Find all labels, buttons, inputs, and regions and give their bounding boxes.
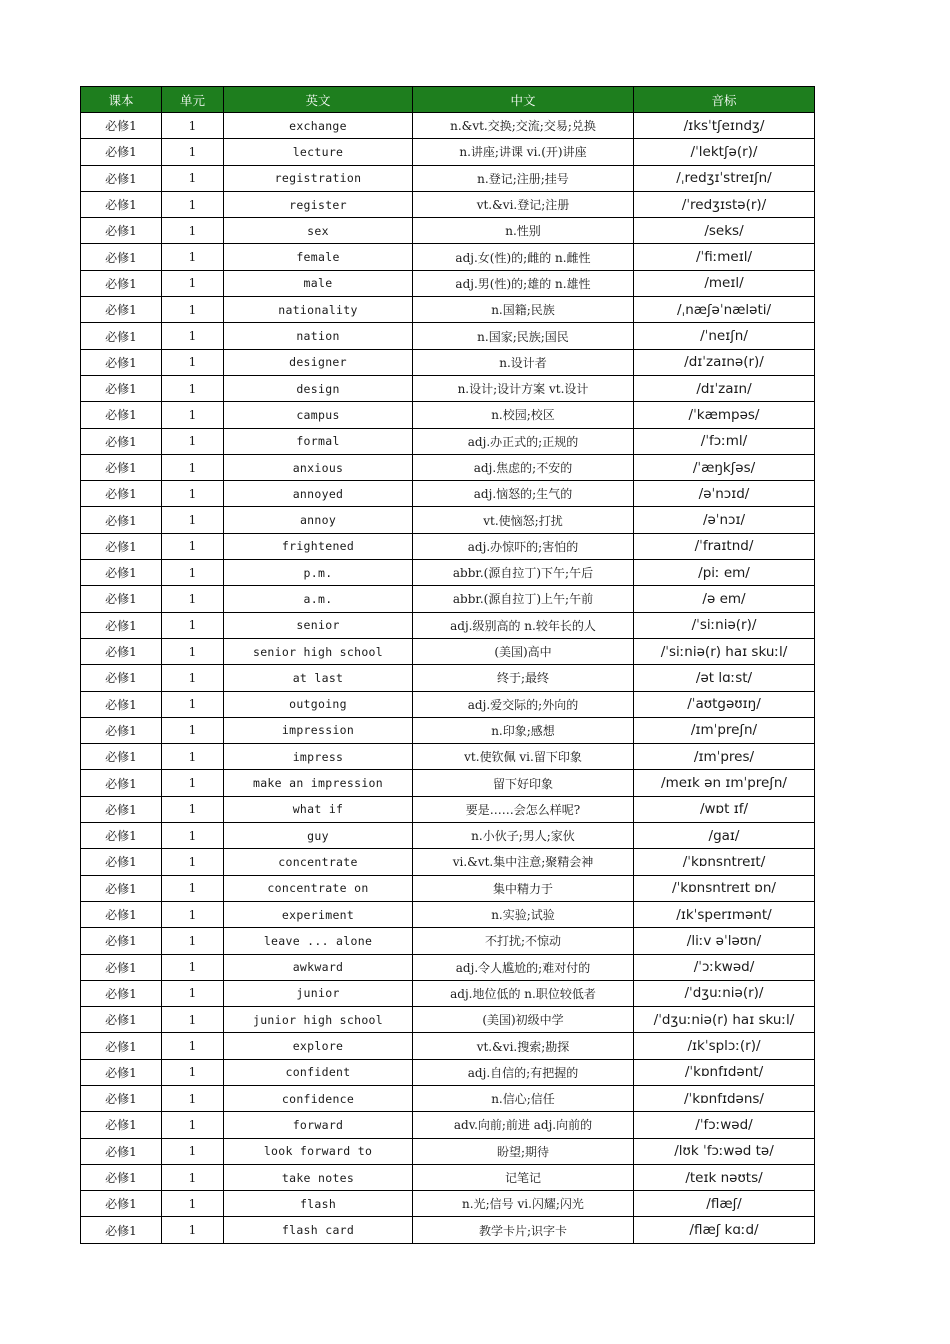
- table-row: [81, 402, 815, 428]
- phonetic-cell: /ɪksˈtʃeɪndʒ/: [634, 113, 815, 139]
- column-header-unit: 单元: [162, 87, 224, 113]
- english-cell: campus: [224, 402, 413, 428]
- english-cell: nationality: [224, 297, 413, 323]
- english-cell: frightened: [224, 533, 413, 559]
- unit-cell: 1: [162, 191, 224, 217]
- phonetic-cell: /ˈlektʃə(r)/: [634, 139, 815, 165]
- textbook-cell: 必修1: [81, 1007, 162, 1033]
- textbook-cell: 必修1: [81, 823, 162, 849]
- table-row: [81, 928, 815, 954]
- english-cell: design: [224, 375, 413, 401]
- chinese-cell: n.登记;注册;挂号: [413, 165, 634, 191]
- phonetic-cell: /piː em/: [634, 560, 815, 586]
- textbook-cell: 必修1: [81, 928, 162, 954]
- phonetic-cell: /lʊk ˈfɔːwəd tə/: [634, 1138, 815, 1164]
- table-row: [81, 1059, 815, 1085]
- phonetic-cell: /ˈdʒuːniə(r)/: [634, 980, 815, 1006]
- english-cell: experiment: [224, 901, 413, 927]
- chinese-cell: 教学卡片;识字卡: [413, 1217, 634, 1243]
- phonetic-cell: /ˈaʊtgəʊɪŋ/: [634, 691, 815, 717]
- phonetic-cell: /ˈdʒuːniə(r) haɪ skuːl/: [634, 1007, 815, 1033]
- table-body: [81, 113, 815, 1244]
- unit-cell: 1: [162, 560, 224, 586]
- chinese-cell: adj.女(性)的;雌的 n.雌性: [413, 244, 634, 270]
- unit-cell: 1: [162, 1085, 224, 1111]
- phonetic-cell: /ˈfraɪtnd/: [634, 533, 815, 559]
- textbook-cell: 必修1: [81, 665, 162, 691]
- phonetic-cell: /dɪˈzaɪn/: [634, 375, 815, 401]
- table-row: [81, 849, 815, 875]
- chinese-cell: 终于;最终: [413, 665, 634, 691]
- english-cell: designer: [224, 349, 413, 375]
- table-row: [81, 717, 815, 743]
- chinese-cell: vi.&vt.集中注意;聚精会神: [413, 849, 634, 875]
- unit-cell: 1: [162, 901, 224, 927]
- english-cell: flash card: [224, 1217, 413, 1243]
- table-row: [81, 796, 815, 822]
- unit-cell: 1: [162, 1164, 224, 1190]
- english-cell: impress: [224, 744, 413, 770]
- unit-cell: 1: [162, 533, 224, 559]
- table-row: [81, 428, 815, 454]
- textbook-cell: 必修1: [81, 375, 162, 401]
- table-row: [81, 1191, 815, 1217]
- textbook-cell: 必修1: [81, 849, 162, 875]
- english-cell: look forward to: [224, 1138, 413, 1164]
- phonetic-cell: /ˈɔːkwəd/: [634, 954, 815, 980]
- english-cell: exchange: [224, 113, 413, 139]
- textbook-cell: 必修1: [81, 638, 162, 664]
- unit-cell: 1: [162, 1007, 224, 1033]
- chinese-cell: abbr.(源自拉丁)上午;午前: [413, 586, 634, 612]
- table-row: [81, 1007, 815, 1033]
- table-row: [81, 244, 815, 270]
- chinese-cell: adj.令人尴尬的;难对付的: [413, 954, 634, 980]
- vocabulary-sheet: [80, 86, 815, 1244]
- english-cell: make an impression: [224, 770, 413, 796]
- phonetic-cell: /ˈneɪʃn/: [634, 323, 815, 349]
- chinese-cell: 记笔记: [413, 1164, 634, 1190]
- table-row: [81, 270, 815, 296]
- chinese-cell: n.校园;校区: [413, 402, 634, 428]
- textbook-cell: 必修1: [81, 954, 162, 980]
- english-cell: what if: [224, 796, 413, 822]
- chinese-cell: n.&vt.交换;交流;交易;兑换: [413, 113, 634, 139]
- phonetic-cell: /ˈsiːniə(r) haɪ skuːl/: [634, 638, 815, 664]
- textbook-cell: 必修1: [81, 717, 162, 743]
- table-row: [81, 481, 815, 507]
- unit-cell: 1: [162, 954, 224, 980]
- textbook-cell: 必修1: [81, 1085, 162, 1111]
- chinese-cell: adj.办惊吓的;害怕的: [413, 533, 634, 559]
- unit-cell: 1: [162, 928, 224, 954]
- english-cell: concentrate: [224, 849, 413, 875]
- english-cell: p.m.: [224, 560, 413, 586]
- phonetic-cell: /gaɪ/: [634, 823, 815, 849]
- chinese-cell: n.光;信号 vi.闪耀;闪光: [413, 1191, 634, 1217]
- textbook-cell: 必修1: [81, 1164, 162, 1190]
- unit-cell: 1: [162, 1112, 224, 1138]
- chinese-cell: vt.使钦佩 vi.留下印象: [413, 744, 634, 770]
- textbook-cell: 必修1: [81, 270, 162, 296]
- chinese-cell: adv.向前;前进 adj.向前的: [413, 1112, 634, 1138]
- phonetic-cell: /wɒt ɪf/: [634, 796, 815, 822]
- unit-cell: 1: [162, 244, 224, 270]
- unit-cell: 1: [162, 139, 224, 165]
- english-cell: anxious: [224, 454, 413, 480]
- table-row: [81, 560, 815, 586]
- english-cell: flash: [224, 1191, 413, 1217]
- textbook-cell: 必修1: [81, 297, 162, 323]
- unit-cell: 1: [162, 980, 224, 1006]
- english-cell: register: [224, 191, 413, 217]
- english-cell: explore: [224, 1033, 413, 1059]
- table-row: [81, 323, 815, 349]
- phonetic-cell: /ɪkˈsperɪmənt/: [634, 901, 815, 927]
- textbook-cell: 必修1: [81, 796, 162, 822]
- english-cell: confident: [224, 1059, 413, 1085]
- table-row: [81, 980, 815, 1006]
- table-row: [81, 823, 815, 849]
- unit-cell: 1: [162, 691, 224, 717]
- textbook-cell: 必修1: [81, 612, 162, 638]
- unit-cell: 1: [162, 481, 224, 507]
- chinese-cell: n.实验;试验: [413, 901, 634, 927]
- phonetic-cell: /ˈkɒnsntreɪt/: [634, 849, 815, 875]
- textbook-cell: 必修1: [81, 770, 162, 796]
- chinese-cell: (美国)初级中学: [413, 1007, 634, 1033]
- unit-cell: 1: [162, 796, 224, 822]
- textbook-cell: 必修1: [81, 349, 162, 375]
- chinese-cell: adj.恼怒的;生气的: [413, 481, 634, 507]
- english-cell: concentrate on: [224, 875, 413, 901]
- unit-cell: 1: [162, 823, 224, 849]
- column-header-english: 英文: [224, 87, 413, 113]
- table-row: [81, 507, 815, 533]
- english-cell: a.m.: [224, 586, 413, 612]
- table-row: [81, 612, 815, 638]
- english-cell: take notes: [224, 1164, 413, 1190]
- table-row: [81, 297, 815, 323]
- unit-cell: 1: [162, 1217, 224, 1243]
- english-cell: male: [224, 270, 413, 296]
- unit-cell: 1: [162, 270, 224, 296]
- chinese-cell: 不打扰;不惊动: [413, 928, 634, 954]
- unit-cell: 1: [162, 744, 224, 770]
- chinese-cell: n.小伙子;男人;家伙: [413, 823, 634, 849]
- unit-cell: 1: [162, 428, 224, 454]
- english-cell: nation: [224, 323, 413, 349]
- textbook-cell: 必修1: [81, 1138, 162, 1164]
- chinese-cell: adj.级别高的 n.较年长的人: [413, 612, 634, 638]
- phonetic-cell: /ə em/: [634, 586, 815, 612]
- unit-cell: 1: [162, 323, 224, 349]
- unit-cell: 1: [162, 165, 224, 191]
- chinese-cell: n.讲座;讲课 vi.(开)讲座: [413, 139, 634, 165]
- textbook-cell: 必修1: [81, 1112, 162, 1138]
- english-cell: junior high school: [224, 1007, 413, 1033]
- phonetic-cell: /dɪˈzaɪnə(r)/: [634, 349, 815, 375]
- phonetic-cell: /əˈnɔɪ/: [634, 507, 815, 533]
- table-row: [81, 1033, 815, 1059]
- phonetic-cell: /ɪmˈpreʃn/: [634, 717, 815, 743]
- table-row: [81, 638, 815, 664]
- unit-cell: 1: [162, 349, 224, 375]
- table-row: [81, 875, 815, 901]
- unit-cell: 1: [162, 507, 224, 533]
- column-header-textbook: 课本: [81, 87, 162, 113]
- textbook-cell: 必修1: [81, 454, 162, 480]
- phonetic-cell: /meɪl/: [634, 270, 815, 296]
- english-cell: sex: [224, 218, 413, 244]
- chinese-cell: n.国籍;民族: [413, 297, 634, 323]
- english-cell: formal: [224, 428, 413, 454]
- chinese-cell: n.设计者: [413, 349, 634, 375]
- chinese-cell: vt.&vi.搜索;勘探: [413, 1033, 634, 1059]
- textbook-cell: 必修1: [81, 1217, 162, 1243]
- textbook-cell: 必修1: [81, 481, 162, 507]
- unit-cell: 1: [162, 1059, 224, 1085]
- unit-cell: 1: [162, 612, 224, 638]
- unit-cell: 1: [162, 297, 224, 323]
- chinese-cell: n.信心;信任: [413, 1085, 634, 1111]
- phonetic-cell: /meɪk ən ɪmˈpreʃn/: [634, 770, 815, 796]
- phonetic-cell: /ˌnæʃəˈnæləti/: [634, 297, 815, 323]
- phonetic-cell: /teɪk nəʊts/: [634, 1164, 815, 1190]
- chinese-cell: adj.爱交际的;外向的: [413, 691, 634, 717]
- phonetic-cell: /ˈkɒnfɪdənt/: [634, 1059, 815, 1085]
- textbook-cell: 必修1: [81, 244, 162, 270]
- chinese-cell: 集中精力于: [413, 875, 634, 901]
- table-row: [81, 1138, 815, 1164]
- english-cell: guy: [224, 823, 413, 849]
- phonetic-cell: /flæʃ/: [634, 1191, 815, 1217]
- english-cell: at last: [224, 665, 413, 691]
- chinese-cell: n.国家;民族;国民: [413, 323, 634, 349]
- textbook-cell: 必修1: [81, 691, 162, 717]
- table-row: [81, 454, 815, 480]
- phonetic-cell: /liːv əˈləʊn/: [634, 928, 815, 954]
- english-cell: outgoing: [224, 691, 413, 717]
- chinese-cell: (美国)高中: [413, 638, 634, 664]
- textbook-cell: 必修1: [81, 586, 162, 612]
- unit-cell: 1: [162, 849, 224, 875]
- unit-cell: 1: [162, 717, 224, 743]
- table-row: [81, 770, 815, 796]
- textbook-cell: 必修1: [81, 139, 162, 165]
- english-cell: lecture: [224, 139, 413, 165]
- textbook-cell: 必修1: [81, 901, 162, 927]
- chinese-cell: n.印象;感想: [413, 717, 634, 743]
- chinese-cell: adj.地位低的 n.职位较低者: [413, 980, 634, 1006]
- table-row: [81, 954, 815, 980]
- phonetic-cell: /ɪmˈpres/: [634, 744, 815, 770]
- chinese-cell: n.性别: [413, 218, 634, 244]
- unit-cell: 1: [162, 1191, 224, 1217]
- chinese-cell: n.设计;设计方案 vt.设计: [413, 375, 634, 401]
- header-row: [81, 87, 815, 113]
- table-row: [81, 665, 815, 691]
- table-row: [81, 165, 815, 191]
- textbook-cell: 必修1: [81, 402, 162, 428]
- textbook-cell: 必修1: [81, 980, 162, 1006]
- textbook-cell: 必修1: [81, 533, 162, 559]
- english-cell: junior: [224, 980, 413, 1006]
- english-cell: senior: [224, 612, 413, 638]
- english-cell: impression: [224, 717, 413, 743]
- unit-cell: 1: [162, 665, 224, 691]
- table-row: [81, 191, 815, 217]
- textbook-cell: 必修1: [81, 165, 162, 191]
- english-cell: senior high school: [224, 638, 413, 664]
- textbook-cell: 必修1: [81, 428, 162, 454]
- unit-cell: 1: [162, 638, 224, 664]
- table-row: [81, 1112, 815, 1138]
- chinese-cell: 要是……会怎么样呢?: [413, 796, 634, 822]
- textbook-cell: 必修1: [81, 744, 162, 770]
- unit-cell: 1: [162, 454, 224, 480]
- chinese-cell: adj.焦虑的;不安的: [413, 454, 634, 480]
- chinese-cell: vt.使恼怒;打扰: [413, 507, 634, 533]
- chinese-cell: 留下好印象: [413, 770, 634, 796]
- phonetic-cell: /ˈkɒnfɪdəns/: [634, 1085, 815, 1111]
- chinese-cell: vt.&vi.登记;注册: [413, 191, 634, 217]
- english-cell: registration: [224, 165, 413, 191]
- phonetic-cell: /əˈnɔɪd/: [634, 481, 815, 507]
- table-row: [81, 349, 815, 375]
- phonetic-cell: /ət lɑːst/: [634, 665, 815, 691]
- phonetic-cell: /ˈæŋkʃəs/: [634, 454, 815, 480]
- english-cell: leave ... alone: [224, 928, 413, 954]
- textbook-cell: 必修1: [81, 323, 162, 349]
- english-cell: awkward: [224, 954, 413, 980]
- table-row: [81, 1217, 815, 1243]
- phonetic-cell: /seks/: [634, 218, 815, 244]
- vocabulary-table: [80, 86, 815, 1244]
- english-cell: annoy: [224, 507, 413, 533]
- english-cell: female: [224, 244, 413, 270]
- textbook-cell: 必修1: [81, 507, 162, 533]
- table-row: [81, 1164, 815, 1190]
- textbook-cell: 必修1: [81, 1191, 162, 1217]
- table-row: [81, 744, 815, 770]
- table-row: [81, 218, 815, 244]
- chinese-cell: adj.自信的;有把握的: [413, 1059, 634, 1085]
- table-row: [81, 113, 815, 139]
- phonetic-cell: /ˈfɔːwəd/: [634, 1112, 815, 1138]
- textbook-cell: 必修1: [81, 218, 162, 244]
- unit-cell: 1: [162, 1138, 224, 1164]
- phonetic-cell: /ˈfɔːml/: [634, 428, 815, 454]
- unit-cell: 1: [162, 113, 224, 139]
- chinese-cell: 盼望;期待: [413, 1138, 634, 1164]
- phonetic-cell: /flæʃ kɑːd/: [634, 1217, 815, 1243]
- unit-cell: 1: [162, 586, 224, 612]
- table-row: [81, 901, 815, 927]
- phonetic-cell: /ˈredʒɪstə(r)/: [634, 191, 815, 217]
- textbook-cell: 必修1: [81, 875, 162, 901]
- table-row: [81, 533, 815, 559]
- english-cell: annoyed: [224, 481, 413, 507]
- table-row: [81, 691, 815, 717]
- chinese-cell: adj.男(性)的;雄的 n.雄性: [413, 270, 634, 296]
- unit-cell: 1: [162, 402, 224, 428]
- column-header-phonetic: 音标: [634, 87, 815, 113]
- unit-cell: 1: [162, 1033, 224, 1059]
- textbook-cell: 必修1: [81, 191, 162, 217]
- textbook-cell: 必修1: [81, 113, 162, 139]
- textbook-cell: 必修1: [81, 1033, 162, 1059]
- phonetic-cell: /ɪkˈsplɔː(r)/: [634, 1033, 815, 1059]
- unit-cell: 1: [162, 218, 224, 244]
- unit-cell: 1: [162, 875, 224, 901]
- table-row: [81, 139, 815, 165]
- english-cell: forward: [224, 1112, 413, 1138]
- table-row: [81, 1085, 815, 1111]
- phonetic-cell: /ˌredʒɪˈstreɪʃn/: [634, 165, 815, 191]
- unit-cell: 1: [162, 375, 224, 401]
- phonetic-cell: /ˈkæmpəs/: [634, 402, 815, 428]
- textbook-cell: 必修1: [81, 560, 162, 586]
- table-row: [81, 586, 815, 612]
- phonetic-cell: /ˈsiːniə(r)/: [634, 612, 815, 638]
- phonetic-cell: /ˈfiːmeɪl/: [634, 244, 815, 270]
- textbook-cell: 必修1: [81, 1059, 162, 1085]
- column-header-chinese: 中文: [413, 87, 634, 113]
- chinese-cell: abbr.(源自拉丁)下午;午后: [413, 560, 634, 586]
- unit-cell: 1: [162, 770, 224, 796]
- chinese-cell: adj.办正式的;正规的: [413, 428, 634, 454]
- phonetic-cell: /ˈkɒnsntreɪt ɒn/: [634, 875, 815, 901]
- table-row: [81, 375, 815, 401]
- english-cell: confidence: [224, 1085, 413, 1111]
